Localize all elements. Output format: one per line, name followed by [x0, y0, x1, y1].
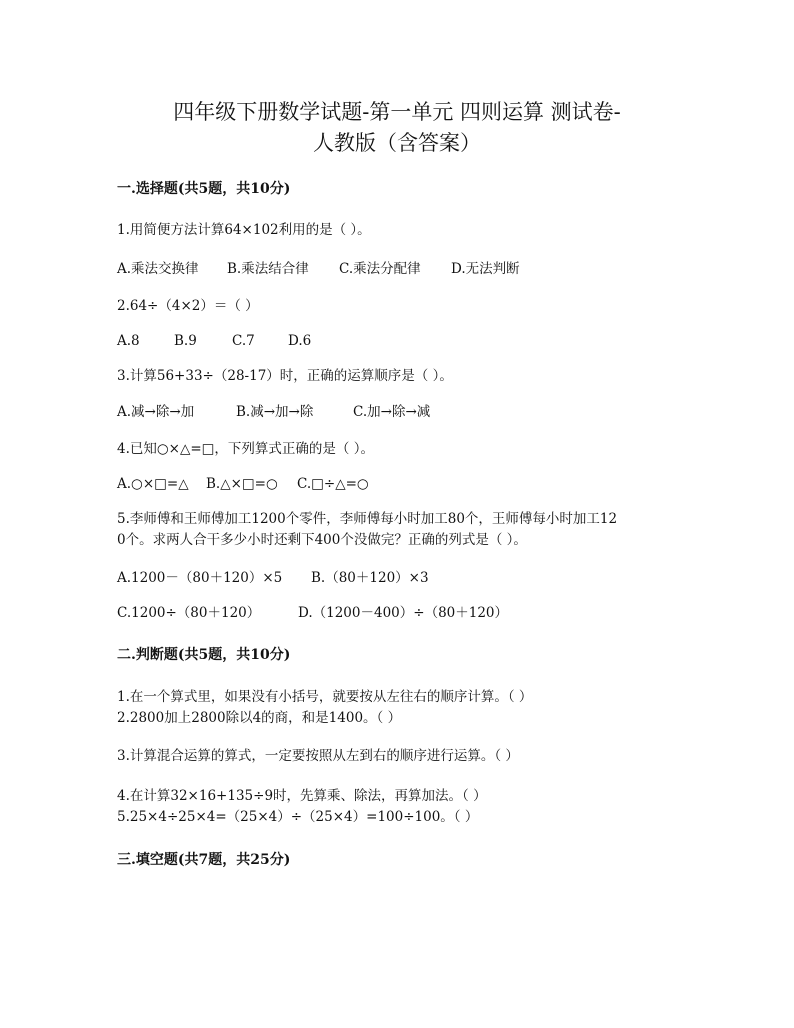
- question-4-option-a: A.○×□=△: [117, 476, 189, 492]
- question-3-option-b: B.减→加→除: [236, 404, 314, 420]
- question-5-text-line2: 0个。求两人合干多少小时还剩下400个没做完？正确的列式是（ ）。: [117, 532, 527, 548]
- judgment-item-2: 2.2800加上2800除以4的商，和是1400。（ ）: [117, 710, 402, 726]
- question-5-option-d: D.（1200－400）÷（80＋120）: [298, 605, 509, 621]
- question-4-option-c: C.□÷△=○: [297, 476, 369, 492]
- question-5-option-c: C.1200÷（80＋120）: [117, 605, 261, 621]
- section-heading-fill-in: 三.填空题(共7题，共25分): [117, 852, 291, 868]
- document-title-line2: 人教版（含答案）: [313, 131, 481, 155]
- question-2-text: 2.64÷（4×2）＝（ ）: [117, 298, 259, 314]
- question-2-option-a: A.8: [117, 333, 140, 349]
- judgment-item-5: 5.25×4÷25×4=（25×4）÷（25×4）=100÷100。（ ）: [117, 809, 479, 825]
- question-1-option-c: C.乘法分配律: [339, 261, 421, 277]
- question-1-option-a: A.乘法交换律: [117, 261, 199, 277]
- question-3-text: 3.计算56+33÷（28-17）时，正确的运算顺序是（ ）。: [117, 368, 453, 384]
- question-2-option-c: C.7: [232, 333, 255, 349]
- judgment-item-1: 1.在一个算式里，如果没有小括号，就要按从左往右的顺序计算。（ ）: [117, 689, 533, 705]
- section-heading-judgment: 二.判断题(共5题，共10分): [117, 647, 291, 663]
- question-1-option-b: B.乘法结合律: [227, 261, 309, 277]
- question-4-text: 4.已知○×△=□，下列算式正确的是（ ）。: [117, 441, 374, 457]
- question-2-option-b: B.9: [174, 333, 197, 349]
- question-1-text: 1.用简便方法计算64×102利用的是（ ）。: [117, 222, 371, 238]
- question-5-text-line1: 5.李师傅和王师傅加工1200个零件，李师傅每小时加工80个，王师傅每小时加工12: [117, 511, 618, 527]
- question-3-option-a: A.减→除→加: [117, 404, 195, 420]
- question-1-option-d: D.无法判断: [451, 261, 520, 277]
- question-3-option-c: C.加→除→减: [353, 404, 431, 420]
- judgment-item-4: 4.在计算32×16+135÷9时，先算乘、除法，再算加法。（ ）: [117, 788, 487, 804]
- question-4-option-b: B.△×□=○: [206, 476, 278, 492]
- section-heading-choice: 一.选择题(共5题，共10分): [117, 181, 291, 197]
- question-5-option-a: A.1200－（80＋120）×5: [117, 570, 283, 586]
- question-2-option-d: D.6: [288, 333, 312, 349]
- document-title-line1: 四年级下册数学试题-第一单元 四则运算 测试卷-: [173, 100, 621, 124]
- judgment-item-3: 3.计算混合运算的算式，一定要按照从左到右的顺序进行运算。（ ）: [117, 748, 519, 764]
- question-5-option-b: B.（80＋120）×3: [311, 570, 429, 586]
